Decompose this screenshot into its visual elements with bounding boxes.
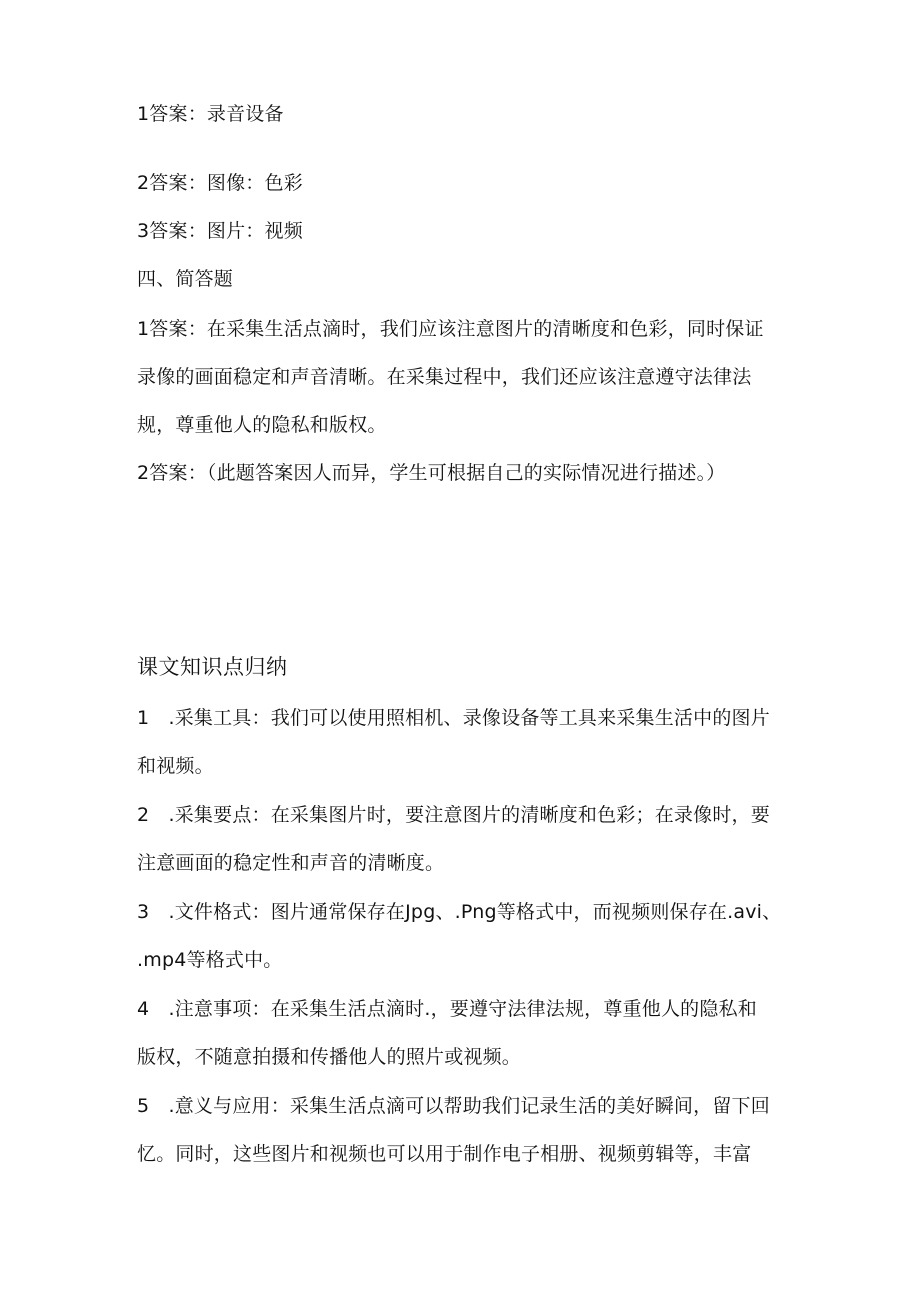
summary-item-1-line-1: 1 .采集工具：我们可以使用照相机、录像设备等工具来采集生活中的图片 bbox=[137, 707, 770, 729]
summary-title: 课文知识点归纳 bbox=[137, 655, 288, 679]
summary-item-4-line-1: 4 .注意事项：在采集生活点滴时.，要遵守法律法规，尊重他人的隐私和 bbox=[137, 998, 757, 1020]
summary-item-2-line-1: 2 .采集要点：在采集图片时，要注意图片的清晰度和色彩；在录像时，要 bbox=[137, 804, 770, 826]
answer-fill-3: 3答案：图片：视频 bbox=[137, 220, 303, 242]
answer-short-2: 2答案：（此题答案因人而异，学生可根据自己的实际情况进行描述。） bbox=[137, 462, 726, 484]
summary-item-2-line-2: 注意画面的稳定性和声音的清晰度。 bbox=[137, 852, 445, 874]
summary-item-4-line-2: 版权，不随意拍摄和传播他人的照片或视频。 bbox=[137, 1046, 522, 1068]
summary-item-3-line-1: 3 .文件格式：图片通常保存在Jpg、.Png等格式中，而视频则保存在.avi、 bbox=[137, 901, 782, 923]
summary-item-3-line-2: .mp4等格式中。 bbox=[137, 949, 283, 971]
answer-fill-2: 2答案：图像：色彩 bbox=[137, 172, 303, 194]
section-title-short-answer: 四、简答题 bbox=[137, 268, 234, 290]
answer-fill-1: 1答案：录音设备 bbox=[137, 103, 284, 125]
summary-item-1-line-2: 和视频。 bbox=[137, 755, 214, 777]
answer-short-1-line-1: 1答案：在采集生活点滴时，我们应该注意图片的清晰度和色彩，同时保证 bbox=[137, 318, 764, 340]
summary-item-5-line-2: 忆。同时，这些图片和视频也可以用于制作电子相册、视频剪辑等，丰富 bbox=[137, 1143, 752, 1165]
answer-short-1-line-3: 规，尊重他人的隐私和版权。 bbox=[137, 414, 387, 436]
answer-short-1-line-2: 录像的画面稳定和声音清晰。在采集过程中，我们还应该注意遵守法律法 bbox=[137, 366, 752, 388]
summary-item-5-line-1: 5 .意义与应用：采集生活点滴可以帮助我们记录生活的美好瞬间，留下回 bbox=[137, 1095, 770, 1117]
